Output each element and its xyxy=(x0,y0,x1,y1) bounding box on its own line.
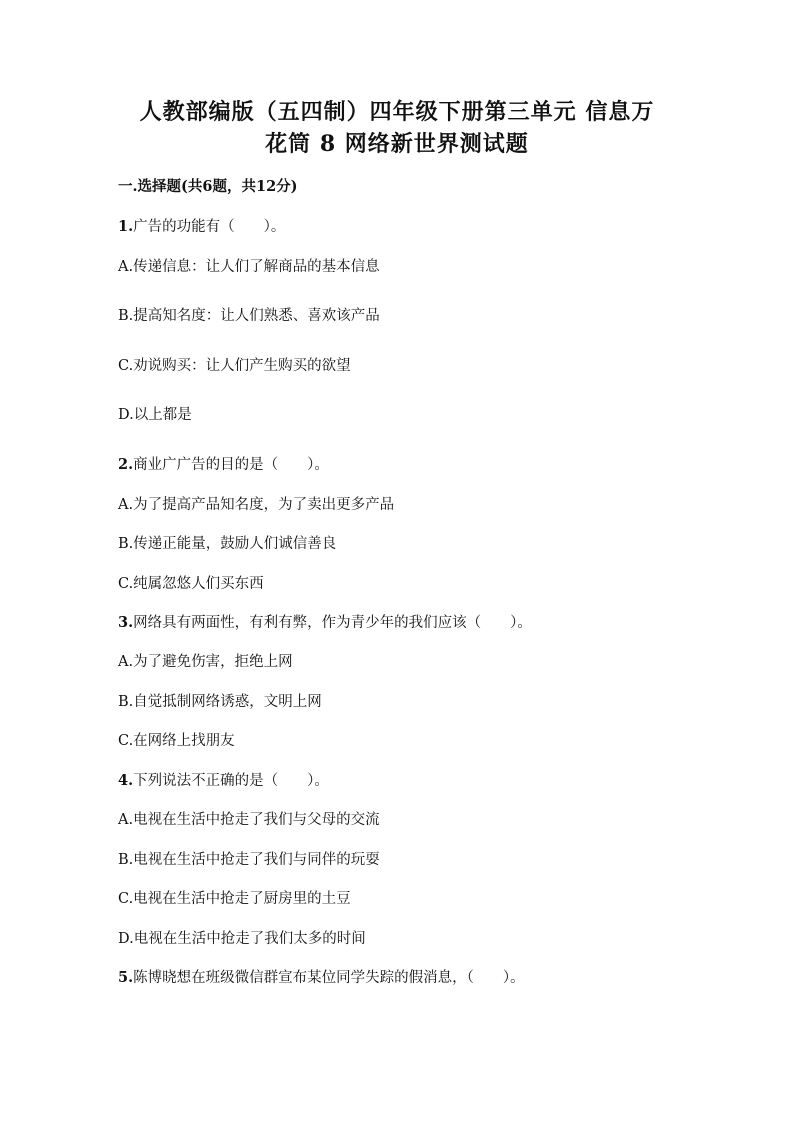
question-1-option-d: D.以上都是 xyxy=(118,407,192,423)
question-3-number: 3. xyxy=(118,614,134,631)
question-1-stem: 广告的功能有（ ）。 xyxy=(133,219,286,235)
question-1 xyxy=(118,217,285,237)
question-4-stem: 下列说法不正确的是（ ）。 xyxy=(133,773,329,789)
question-4-option-d: D.电视在生活中抢走了我们太多的时间 xyxy=(118,931,366,947)
section-heading: 一.选择题(共6题，共12分) xyxy=(118,178,298,195)
question-4 xyxy=(118,771,329,791)
question-4-option-a: A.电视在生活中抢走了我们与父母的交流 xyxy=(118,812,380,828)
question-3-option-b: B.自觉抵制网络诱惑，文明上网 xyxy=(118,694,322,710)
question-2-option-b: B.传递正能量，鼓励人们诚信善良 xyxy=(118,536,337,552)
question-1-number: 1. xyxy=(118,218,134,235)
question-4-number: 4. xyxy=(118,772,134,789)
question-5 xyxy=(118,968,525,988)
question-2-option-a: A.为了提高产品知名度，为了卖出更多产品 xyxy=(118,497,395,513)
question-2-option-c: C.纯属忽悠人们买东西 xyxy=(118,576,264,592)
question-3-stem: 网络具有两面性，有利有弊，作为青少年的我们应该（ ）。 xyxy=(133,615,532,631)
question-3 xyxy=(118,613,532,633)
question-5-stem: 陈博晓想在班级微信群宣布某位同学失踪的假消息，（ ）。 xyxy=(133,970,525,986)
document-title-line-2: 花筒 8 网络新世界测试题 xyxy=(265,131,529,157)
document-title-line-1: 人教部编版（五四制）四年级下册第三单元 信息万 xyxy=(139,99,655,125)
question-4-option-c: C.电视在生活中抢走了厨房里的土豆 xyxy=(118,891,351,907)
question-1-option-c: C.劝说购买：让人们产生购买的欲望 xyxy=(118,358,351,374)
question-3-option-a: A.为了避免伤害，拒绝上网 xyxy=(118,654,293,670)
question-1-option-a: A.传递信息：让人们了解商品的基本信息 xyxy=(118,259,380,275)
question-4-option-b: B.电视在生活中抢走了我们与同伴的玩耍 xyxy=(118,852,380,868)
question-3-option-c: C.在网络上找朋友 xyxy=(118,733,235,749)
question-5-number: 5. xyxy=(118,969,134,986)
question-2 xyxy=(118,455,329,475)
question-2-number: 2. xyxy=(118,456,134,473)
question-1-option-b: B.提高知名度：让人们熟悉、喜欢该产品 xyxy=(118,308,380,324)
question-2-stem: 商业广广告的目的是（ ）。 xyxy=(133,457,329,473)
